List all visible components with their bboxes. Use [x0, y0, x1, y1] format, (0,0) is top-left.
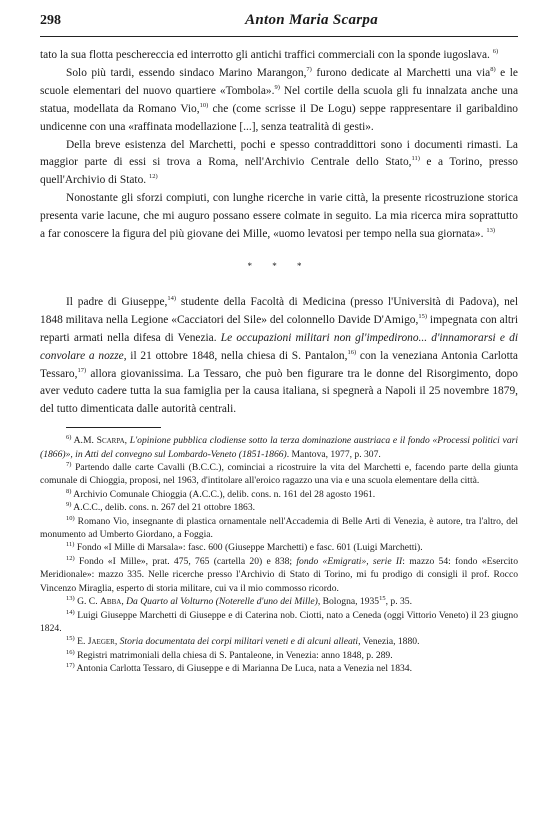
footnote-13: $^{13)}$ G. C. Abba, Da Quarto al Volturno (Noterelle d'uno dei Mille), Bologna, 1935$^{15}$, p. 35. [66, 594, 412, 608]
book-page [40, 12, 518, 676]
footnote-7: $^{7)}$ Partendo dalle carte Cavalli (B.C.C.), cominciai a ricostruire la vita del Marchetti e, facendo parte della giunta comunale di Chioggia, proposi, nel 1963, d'intitolare all'eroico ragazzo una via e una scuola elementare della città. [40, 460, 519, 487]
footnote-11: $^{11)}$ Fondo «I Mille di Marsala»: fasc. 600 (Giuseppe Marchetti) e fasc. 601 (Luigi Marchetti). [66, 541, 423, 554]
section-separator: * * * [247, 260, 311, 271]
footnote-12: $^{12)}$ Fondo «I Mille», prat. 475, 765 (cartella 20) e 838; fondo «Emigrati», serie II: mazzo 54: fondo «Esercito Meridionale»: mazzo 335. Nelle ricerche presso l'Archivio di Stato di Torino, mi fu prodigo di consigli il prof. Rocco Vincenzo Miraglia, esperto di storia militare, cui va il mio commosso ricordo. [40, 554, 518, 594]
footnote-16: $^{16)}$ Registri matrimoniali della chiesa di S. Pantaleone, in Venezia: anno 1848, p. 289. [66, 648, 393, 661]
footnote-10: $^{10)}$ Romano Vio, insegnante di plastica ornamentale nell'Accademia di Belle Arti di Venezia, è autore, tra l'altro, del monumento ad Umberto Giordano, a Foggia. [40, 514, 519, 541]
footnote-ref-9[interactable]: 9) [274, 84, 280, 92]
footnote-ref-12[interactable]: 12) [149, 173, 158, 181]
footnote-ref-16[interactable]: 16) [347, 348, 357, 356]
footnote-14: $^{14)}$ Luigi Giuseppe Marchetti di Giuseppe e di Caterina nob. Ciotti, nato a Ceneda (oggi Vittorio Veneto) il 23 giugno 1824. [40, 608, 518, 634]
paragraph-2: Solo più tardi, essendo sindaco Marino Marangon,$^{7)}$ furono dedicate al Marchetti una via$^{8)}$ e le scuole elementari del nuovo quartiere «Tombola».$^{9)}$ Nel cortile della scuola gli fu innalzata anche una statua, modellata da Romano Vio,$^{10)}$ che (come scrisse il De Logu) seppe rappresentare il garibaldino undicenne con una «raffinata modellazione [...], senza teatralità di gesti». [40, 66, 518, 133]
main-text [40, 47, 518, 419]
footnotes [40, 434, 518, 675]
footnote-15: $^{15)}$ E. Jaeger, Storia documentata dei corpi militari veneti e di alcuni alleati, Venezia, 1880. [66, 635, 420, 648]
footnote-ref-11[interactable]: 11) [411, 155, 420, 163]
page-header [40, 12, 518, 37]
footnote-ref-7[interactable]: 7) [306, 66, 312, 74]
running-title: Anton Maria Scarpa [245, 12, 378, 28]
footnote-ref-14[interactable]: 14) [167, 295, 177, 303]
footnote-rule [66, 427, 161, 428]
footnote-6: $^{6)}$ A.M. Scarpa, L'opinione pubblica clodiense sotto la terza dominazione austriaca e il fondo «Processi politici vari (1866)», in Atti del convegno sul Lombardo-Veneto (1851-1866). Mantova, 1977, p. 307. [40, 434, 519, 460]
page-number: 298 [40, 13, 61, 28]
footnote-ref-17[interactable]: 17) [77, 366, 87, 374]
footnote-9: $^{9)}$ A.C.C., delib. cons. n. 267 del 21 ottobre 1863. [66, 501, 256, 514]
paragraph-1: tato la sua flotta peschereccia ed interrotto gli antichi traffici commerciali con la sponde iugoslava. $^{6)}$ [40, 48, 499, 61]
footnote-17: $^{17)}$ Antonia Carlotta Tessaro, di Giuseppe e di Marianna De Luca, nata a Venezia nel 1834. [66, 661, 412, 675]
italic-phrase: Le occupazioni militari non gl'impedirono... d'innamorarsi e di convolare a nozze [40, 331, 518, 362]
footnote-ref-10[interactable]: 10) [199, 101, 209, 109]
footnote-ref-13[interactable]: 13) [486, 227, 495, 235]
footnote-ref-15[interactable]: 15) [418, 312, 427, 320]
footnote-ref-8[interactable]: 8) [490, 66, 496, 74]
paragraph-4: Nonostante gli sforzi compiuti, con lunghe ricerche in varie città, la presente ricostruzione storica presenta varie lacune, che mi auguro possano essere colmate in seguito. La mia ricerca mira soprattutto a far conoscere la figura del più giovane dei Mille, «uomo levatosi per tempo nella sua giornata». $^{13)}$ [40, 192, 518, 241]
paragraph-5: Il padre di Giuseppe,$^{14)}$ studente della Facoltà di Medicina (presso l'Università di Padova), nel 1848 militava nella Legione «Cacciatori del Sile» del colonnello Davide D'Amigo,$^{15)}$ impegnata con altri reparti armati nella difesa di Venezia. Le occupazioni militari non gl'impedirono... d'innamorarsi e di convolare a nozze, il 21 ottobre 1848, nella chiesa di S. Pantalon,$^{16)}$ con la veneziana Antonia Carlotta Tessaro,$^{17)}$ allora giovanissima. La Tessaro, che può ben figurare tra le donne del Risorgimento, dopo aver veduto cadere tutta la sua famiglia per la causa italiana, si spegnerà a Napoli il 25 novembre 1879, del tutto dimenticata dalle autorità centrali. [40, 295, 518, 416]
footnote-8: $^{8)}$ Archivio Comunale Chioggia (A.C.C.), delib. cons. n. 161 del 28 agosto 1961. [66, 487, 376, 500]
footnote-ref-6[interactable]: 6) [492, 48, 499, 56]
paragraph-3: Della breve esistenza del Marchetti, pochi e spesso contraddittori sono i documenti rimasti. La maggior parte di essi si trova a Roma, nell'Archivio Centrale dello Stato,$^{11)}$ e a Torino, presso quell'Archivio di Stato. $^{12)}$ [40, 138, 518, 187]
